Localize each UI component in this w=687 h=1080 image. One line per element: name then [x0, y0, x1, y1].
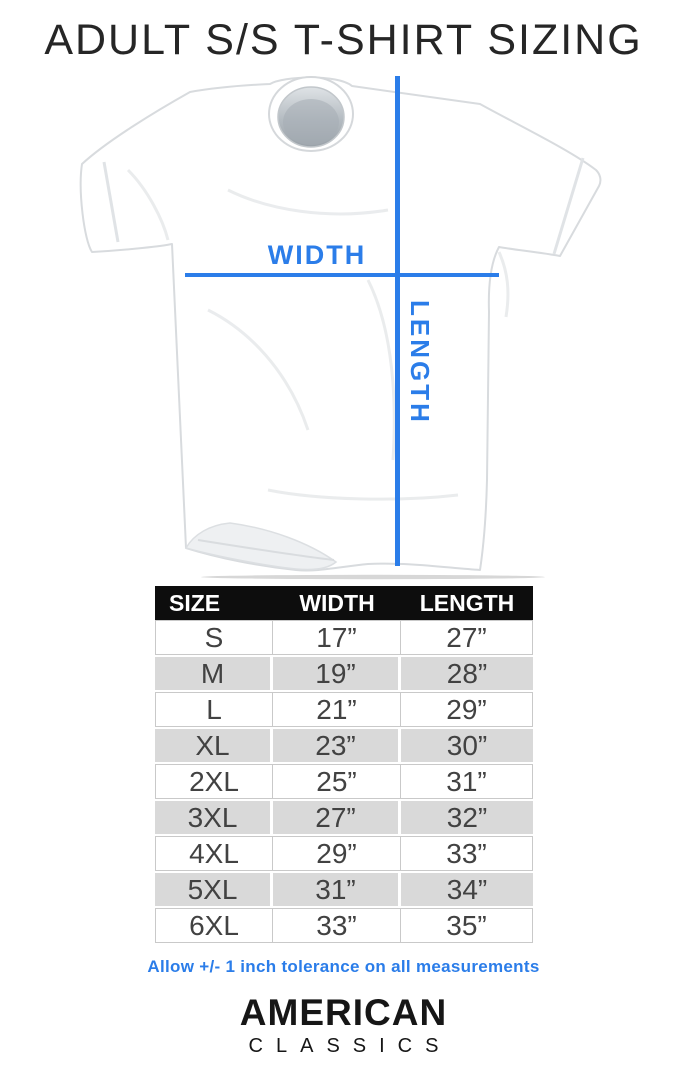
- page-title: ADULT S/S T-SHIRT SIZING: [44, 16, 643, 64]
- length-cell: 27”: [401, 620, 533, 655]
- size-cell: 5XL: [155, 871, 273, 908]
- length-measure-line: [395, 76, 400, 566]
- size-cell: 3XL: [155, 799, 273, 836]
- width-cell: 33”: [273, 908, 401, 943]
- table-row: [155, 871, 533, 908]
- width-column-header: WIDTH: [273, 586, 401, 620]
- brand-subname: CLASSICS: [248, 1035, 452, 1057]
- length-cell: 30”: [401, 727, 533, 764]
- width-label: WIDTH: [267, 240, 367, 270]
- table-row: [155, 655, 533, 692]
- size-table-header-row: [155, 586, 533, 620]
- table-row: [155, 727, 533, 764]
- length-cell: 31”: [401, 764, 533, 799]
- width-cell: 19”: [273, 655, 401, 692]
- tshirt-diagram: [68, 70, 620, 582]
- length-column-header: LENGTH: [401, 586, 533, 620]
- length-cell: 33”: [401, 836, 533, 871]
- size-cell: 6XL: [155, 908, 273, 943]
- size-cell: XL: [155, 727, 273, 764]
- length-cell: 34”: [401, 871, 533, 908]
- width-cell: 23”: [273, 727, 401, 764]
- width-cell: 17”: [273, 620, 401, 655]
- collar-inner-shade: [283, 99, 339, 145]
- size-table: [155, 586, 533, 943]
- size-column-header: SIZE: [155, 586, 273, 620]
- size-cell: S: [155, 620, 273, 655]
- width-cell: 31”: [273, 871, 401, 908]
- length-label: LENGTH: [405, 300, 435, 425]
- shirt-body: [81, 78, 601, 571]
- width-cell: 25”: [273, 764, 401, 799]
- size-cell: 4XL: [155, 836, 273, 871]
- tshirt-image: [68, 70, 620, 582]
- size-cell: 2XL: [155, 764, 273, 799]
- tolerance-note: Allow +/- 1 inch tolerance on all measurements: [147, 957, 540, 976]
- length-cell: 32”: [401, 799, 533, 836]
- width-cell: 29”: [273, 836, 401, 871]
- table-row: [155, 799, 533, 836]
- length-cell: 29”: [401, 692, 533, 727]
- table-row: [155, 764, 533, 799]
- size-cell: L: [155, 692, 273, 727]
- length-cell: 28”: [401, 655, 533, 692]
- width-cell: 27”: [273, 799, 401, 836]
- length-cell: 35”: [401, 908, 533, 943]
- shirt-shadow: [201, 575, 545, 579]
- width-cell: 21”: [273, 692, 401, 727]
- table-row: [155, 692, 533, 727]
- brand-logo: [0, 994, 687, 1056]
- table-row: [155, 620, 533, 655]
- width-measure-line: [185, 273, 499, 277]
- size-cell: M: [155, 655, 273, 692]
- brand-name: AMERICAN: [239, 992, 448, 1033]
- table-row: [155, 908, 533, 943]
- table-row: [155, 836, 533, 871]
